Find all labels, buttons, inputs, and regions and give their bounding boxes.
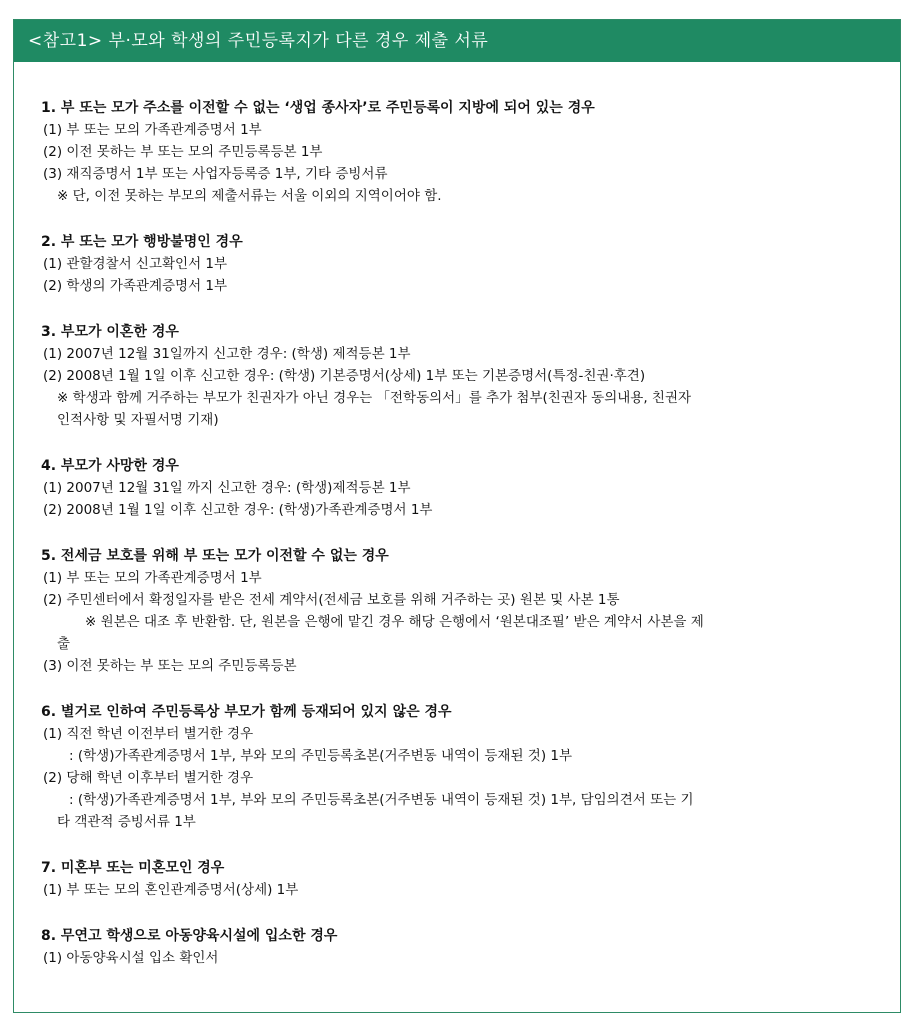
- list-item-detail-continued: 타 객관적 증빙서류 1부: [57, 814, 196, 830]
- section-6: [41, 701, 889, 833]
- note-text-continued: 인적사항 및 자필서명 기재): [57, 412, 219, 428]
- list-item: (2) 2008년 1월 1일 이후 신고한 경우: (학생) 기본증명서(상세) 1부 또는 기본증명서(특정-친권·후견): [43, 368, 646, 384]
- section-8: [41, 925, 889, 969]
- section-title: 1. 부 또는 모가 주소를 이전할 수 없는 ‘생업 종사자’로 주민등록이 지방에 되어 있는 경우: [41, 100, 595, 116]
- list-item: (1) 아동양육시설 입소 확인서: [43, 950, 219, 966]
- list-item: (1) 직전 학년 이전부터 별거한 경우: [43, 726, 254, 742]
- list-item: (1) 2007년 12월 31일 까지 신고한 경우: (학생)제적등본 1부: [43, 480, 411, 496]
- section-title: 8. 무연고 학생으로 아동양육시설에 입소한 경우: [41, 928, 338, 944]
- section-7: [41, 857, 889, 901]
- list-item-detail: : (학생)가족관계증명서 1부, 부와 모의 주민등록초본(거주변동 내역이 등재된 것) 1부, 담임의견서 또는 기: [69, 792, 694, 808]
- note-text: ※ 학생과 함께 거주하는 부모가 친권자가 아닌 경우는 「전학동의서」를 추가 첨부(친권자 동의내용, 친권자: [57, 390, 692, 406]
- list-item: (1) 부 또는 모의 가족관계증명서 1부: [43, 570, 262, 586]
- section-5: [41, 545, 889, 677]
- list-item: (2) 학생의 가족관계증명서 1부: [43, 278, 228, 294]
- list-item: (3) 이전 못하는 부 또는 모의 주민등록등본: [43, 658, 297, 674]
- list-item: (1) 부 또는 모의 가족관계증명서 1부: [43, 122, 262, 138]
- section-title: 7. 미혼부 또는 미혼모인 경우: [41, 860, 225, 876]
- section-title: 3. 부모가 이혼한 경우: [41, 324, 179, 340]
- document-box: [13, 19, 901, 1013]
- document-content: [41, 97, 889, 993]
- list-item: (2) 2008년 1월 1일 이후 신고한 경우: (학생)가족관계증명서 1부: [43, 502, 433, 518]
- section-2: [41, 231, 889, 297]
- section-title: 5. 전세금 보호를 위해 부 또는 모가 이전할 수 없는 경우: [41, 548, 389, 564]
- note-text-continued: 출: [57, 636, 71, 652]
- section-3: [41, 321, 889, 431]
- section-title: 6. 별거로 인하여 주민등록상 부모가 함께 등재되어 있지 않은 경우: [41, 704, 452, 720]
- list-item: (1) 부 또는 모의 혼인관계증명서(상세) 1부: [43, 882, 299, 898]
- section-4: [41, 455, 889, 521]
- list-item-detail: : (학생)가족관계증명서 1부, 부와 모의 주민등록초본(거주변동 내역이 등재된 것) 1부: [69, 748, 573, 764]
- page-title: <참고1> 부·모와 학생의 주민등록지가 다른 경우 제출 서류: [14, 20, 900, 62]
- list-item: (1) 관할경찰서 신고확인서 1부: [43, 256, 228, 272]
- list-item: (2) 주민센터에서 확정일자를 받은 전세 계약서(전세금 보호를 위해 거주하는 곳) 원본 및 사본 1통: [43, 592, 620, 608]
- section-title: 4. 부모가 사망한 경우: [41, 458, 179, 474]
- section-title: 2. 부 또는 모가 행방불명인 경우: [41, 234, 243, 250]
- list-item: (3) 재직증명서 1부 또는 사업자등록증 1부, 기타 증빙서류: [43, 166, 388, 182]
- list-item: (2) 이전 못하는 부 또는 모의 주민등록등본 1부: [43, 144, 323, 160]
- list-item: (2) 당해 학년 이후부터 별거한 경우: [43, 770, 254, 786]
- note-text: ※ 단, 이전 못하는 부모의 제출서류는 서울 이외의 지역이어야 함.: [57, 188, 442, 204]
- section-1: [41, 97, 889, 207]
- note-text: ※ 원본은 대조 후 반환함. 단, 원본을 은행에 맡긴 경우 해당 은행에서 ‘원본대조필’ 받은 계약서 사본을 제: [85, 614, 704, 630]
- list-item: (1) 2007년 12월 31일까지 신고한 경우: (학생) 제적등본 1부: [43, 346, 411, 362]
